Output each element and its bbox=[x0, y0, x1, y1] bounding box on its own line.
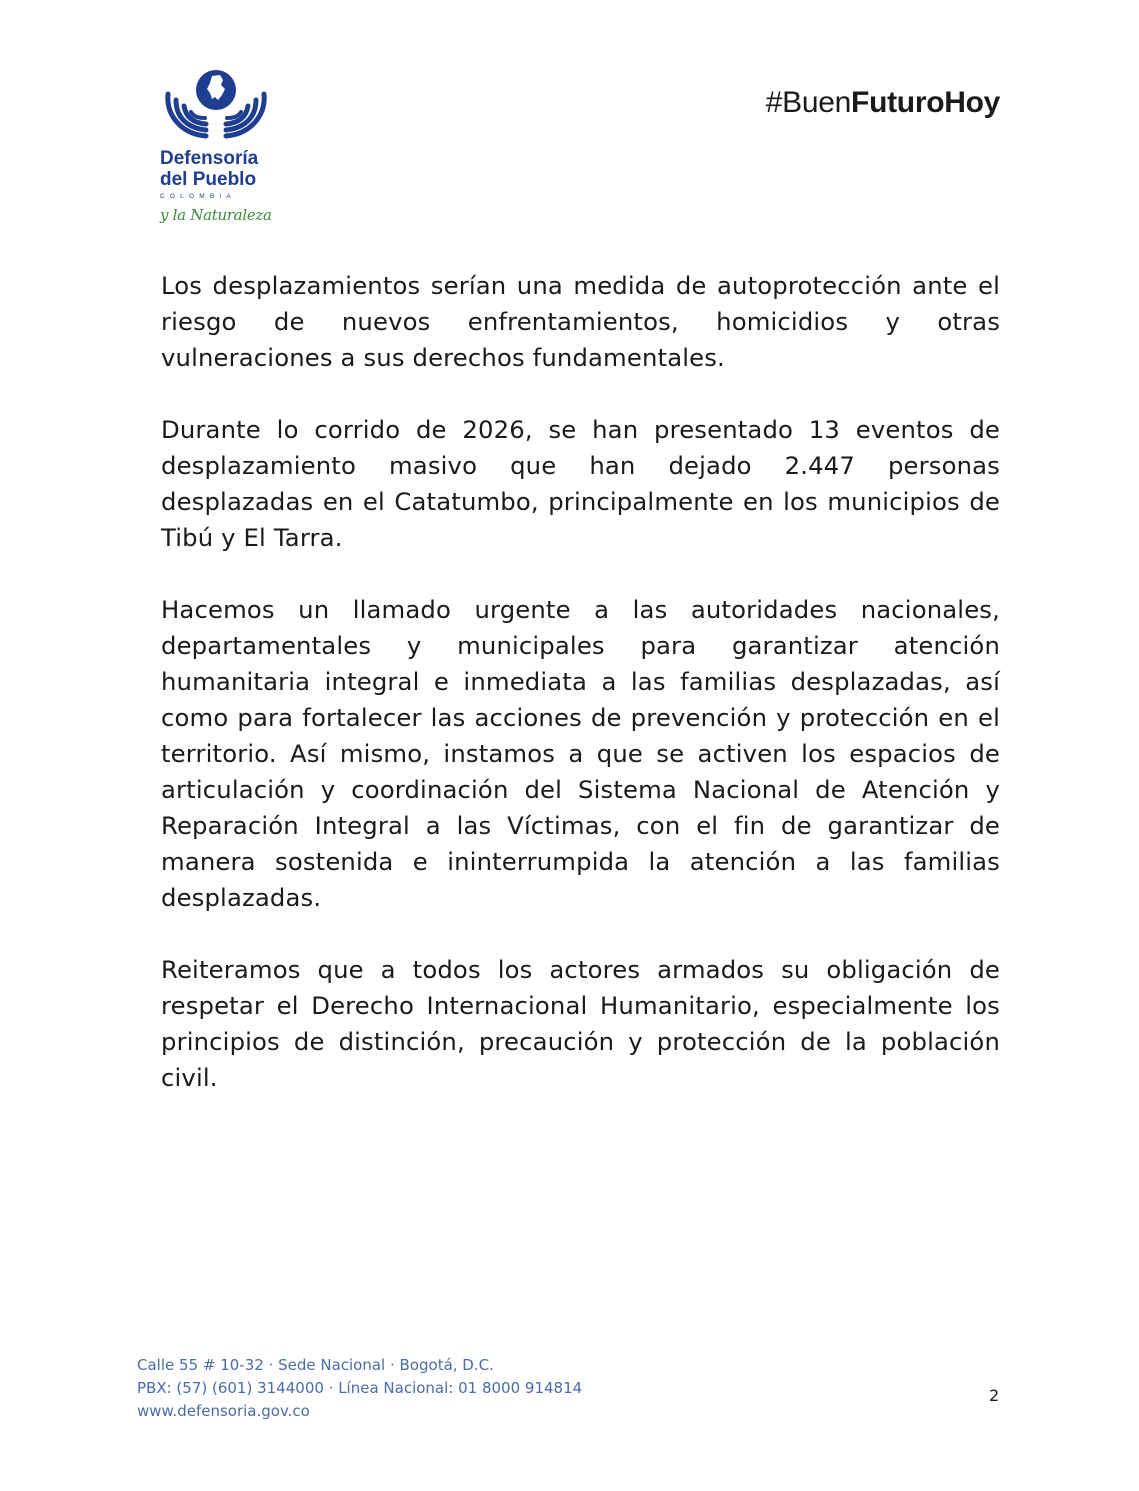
defensoria-logo bbox=[160, 64, 272, 224]
hashtag-emphasis: FuturoHoy bbox=[851, 86, 1000, 119]
document-body bbox=[161, 268, 1000, 1132]
footer-phones: PBX: (57) (601) 3144000 · Línea Nacional: 01 8000 914814 bbox=[137, 1379, 583, 1397]
page-number: 2 bbox=[989, 1386, 1000, 1405]
hands-holding-colombia-map-icon bbox=[160, 64, 272, 146]
paragraph: Reiteramos que a todos los actores armados su obligación de respetar el Derecho Internacional Humanitario, especialmente los principios de distinción, precaución y protección de la población civil. bbox=[161, 955, 1000, 1092]
paragraph: Durante lo corrido de 2026, se han presentado 13 eventos de desplazamiento masivo que han dejado 2.447 personas desplazadas en el Catatumbo, principalmente en los municipios de Tibú y El Tarra. bbox=[161, 415, 1000, 552]
footer-website: www.defensoria.gov.co bbox=[137, 1402, 310, 1420]
paragraph: Hacemos un llamado urgente a las autoridades nacionales, departamentales y municipales para garantizar atención humanitaria integral e inmediata a las familias desplazadas, así como para fortalecer las acciones de prevención y protección en el territorio. Así mismo, instamos a que se activen los espacios de articulación y coordinación del Sistema Nacional de Atención y Reparación Integral a las Víctimas, con el fin de garantizar de manera sostenida e ininterrumpida la atención a las familias desplazadas. bbox=[161, 595, 1000, 912]
logo-country: COLOMBIA bbox=[160, 193, 236, 200]
logo-name-line2: del Pueblo bbox=[160, 169, 257, 190]
logo-name bbox=[160, 148, 272, 190]
paragraph: Los desplazamientos serían una medida de autoprotección ante el riesgo de nuevos enfrentamientos, homicidios y otras vulneraciones a sus derechos fundamentales. bbox=[161, 271, 1000, 372]
hashtag-prefix: #Buen bbox=[765, 86, 852, 119]
footer-address: Calle 55 # 10-32 · Sede Nacional · Bogotá, D.C. bbox=[137, 1356, 494, 1374]
page-footer bbox=[137, 1354, 582, 1423]
logo-tagline: y la Naturaleza bbox=[160, 206, 272, 224]
campaign-hashtag bbox=[766, 86, 1000, 120]
logo-name-line1: Defensoría bbox=[160, 148, 259, 169]
